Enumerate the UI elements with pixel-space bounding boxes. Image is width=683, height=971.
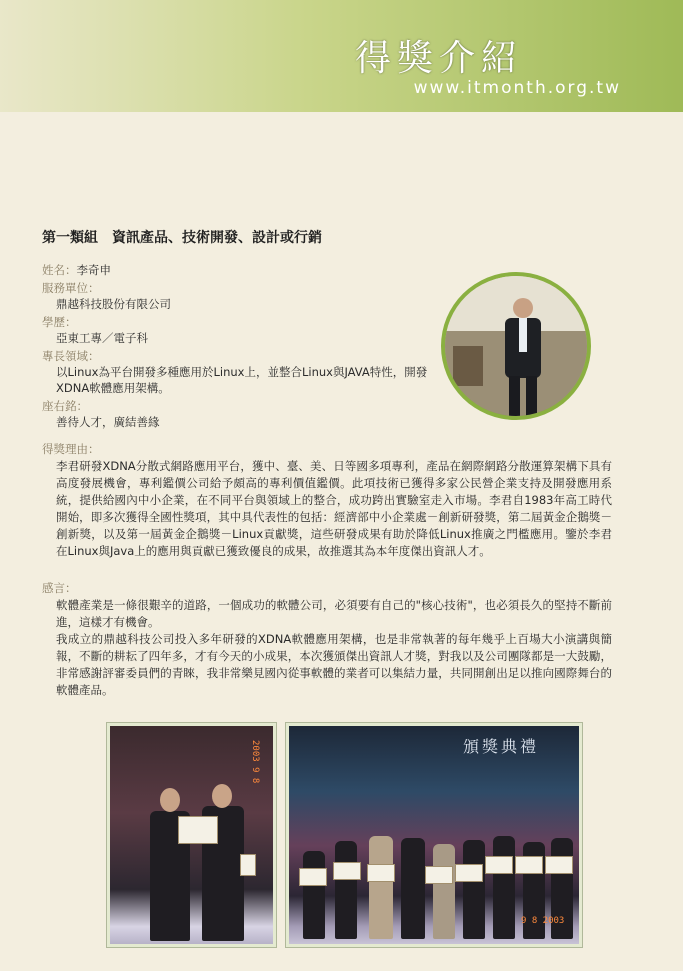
page-title: 得獎介紹 (354, 38, 523, 79)
certificate (299, 868, 327, 886)
certificate (178, 816, 218, 844)
certificate (515, 856, 543, 874)
motto-value: 善待人才，廣結善緣 (56, 415, 160, 429)
profile-info (42, 262, 432, 432)
org-section (42, 280, 432, 312)
person-head (212, 784, 232, 808)
photo-date-stamp: 9 8 2003 (521, 916, 565, 926)
remarks-section (42, 580, 612, 699)
person-figure (433, 844, 455, 939)
award-photo-group (286, 723, 582, 947)
person-figure (493, 836, 515, 939)
org-label: 服務單位： (42, 281, 100, 295)
person-figure (335, 841, 357, 939)
person-figure (401, 838, 425, 939)
portrait-illustration (445, 276, 587, 416)
reason-text: 李君研發XDNA分散式網路應用平台，獲中、臺、美、日等國多項專利，產品在網際網路分散運算架構下具有高度發展機會，專利鑑價公司給予頗高的專利價值鑑價。此項技術已獲得多家公民營企業支持及開發應用系統，提供給國內中小企業，在不同平台與領域上的整合，成功跨出實驗室走入市場。李君自1983年高工時代開始，即多次獲得全國性獎項，其中具代表性的包括：經濟部中小企業處－創新研發獎，第二屆黃金企鵝獎－創新獎，以及第一屆黃金企鵝獎－Linux貢獻獎，這些研發成果有助於降低Linux推廣之門檻應用。鑒於李君在Linux與Java上的應用與貢獻已獲致優良的成果，故推選其為本年度傑出資訊人才。 (56, 459, 612, 558)
page-header-banner (0, 0, 683, 112)
certificate (333, 862, 361, 880)
stage-banner-text: 頒獎典禮 (462, 737, 539, 756)
certificate (367, 864, 395, 882)
education-section (42, 314, 432, 346)
person-figure (463, 840, 485, 939)
remarks-paragraph-1: 軟體產業是一條很艱辛的道路，一個成功的軟體公司，必須要有自己的"核心技術"，也必須長久的堅持不斷前進，這樣才有機會。 (56, 598, 612, 629)
certificate (455, 864, 483, 882)
reason-label: 得獎理由： (42, 442, 100, 456)
certificate (240, 854, 256, 876)
expertise-section (42, 348, 432, 396)
certificate (485, 856, 513, 874)
education-value: 亞東工專／電子科 (56, 331, 148, 345)
person-name: 李奇申 (76, 263, 111, 277)
website-url: www.itmonth.org.tw (413, 78, 621, 98)
expertise-label: 專長領域： (42, 349, 100, 363)
award-photo-handshake (107, 723, 276, 947)
photo-date-stamp: 2003 9 8 (250, 740, 260, 784)
expertise-value: 以Linux為平台開發多種應用於Linux上，並整合Linux與JAVA特性，開發XDNA軟體應用架構。 (56, 365, 428, 395)
portrait-photo (441, 272, 591, 420)
award-category-heading: 第一類組 資訊產品、技術開發、設計或行銷 (42, 230, 322, 246)
org-value: 鼎越科技股份有限公司 (56, 297, 171, 311)
motto-section (42, 398, 432, 430)
award-reason-section (42, 441, 612, 560)
certificate (545, 856, 573, 874)
name-label: 姓名： (42, 263, 77, 277)
person-head (160, 788, 180, 812)
motto-label: 座右銘： (42, 399, 88, 413)
remarks-label: 感言： (42, 581, 77, 595)
education-label: 學歷： (42, 315, 77, 329)
person-figure (369, 836, 393, 939)
person-figure (303, 851, 325, 939)
name-row (42, 262, 432, 278)
remarks-paragraph-2: 我成立的鼎越科技公司投入多年研發的XDNA軟體應用架構，也是非常執著的每年幾乎上百場大小演講與簡報，不斷的耕耘了四年多，才有今天的小成果，本次獲頒傑出資訊人才獎，對我以及公司團隊都是一大鼓勵，非常感謝評審委員們的青睞，我非常樂見國內從事軟體的業者可以集結力量，共同開創出足以推向國際舞台的軟體產品。 (56, 632, 612, 697)
certificate (425, 866, 453, 884)
